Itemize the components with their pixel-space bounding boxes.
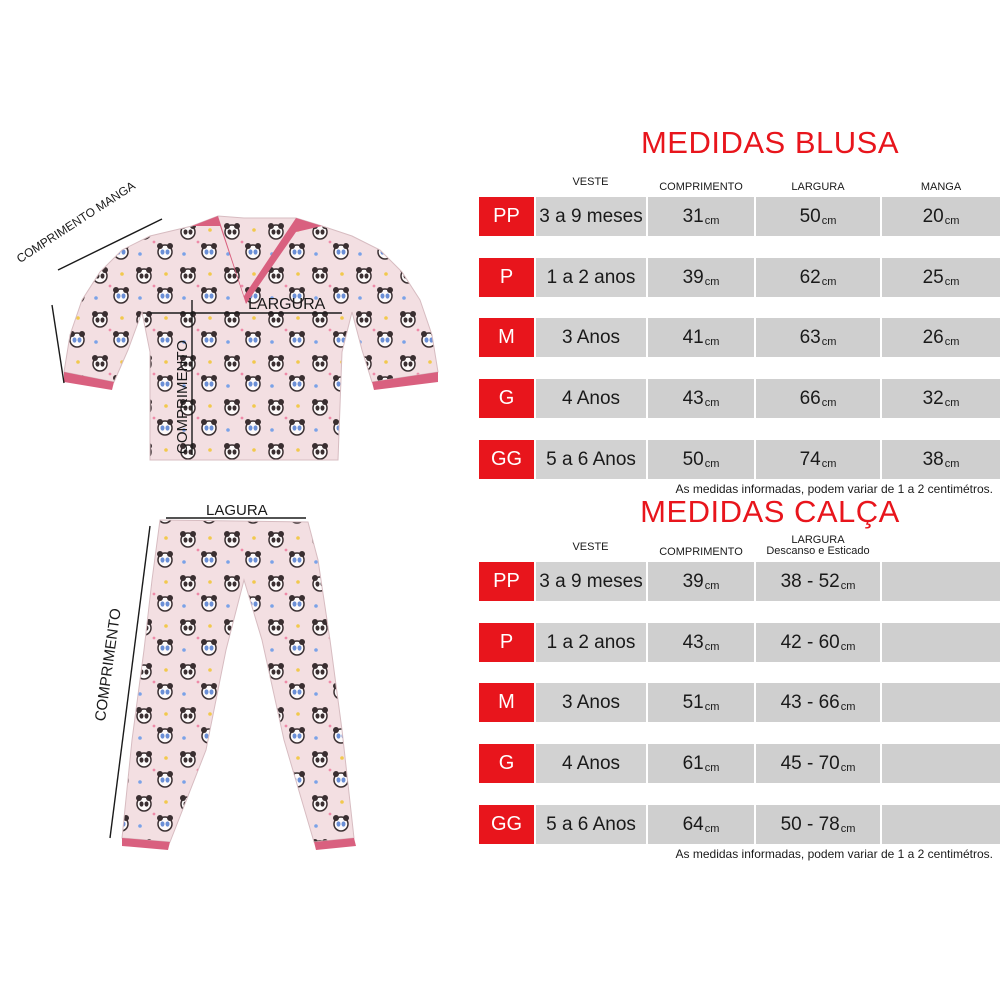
unit: cm xyxy=(840,761,856,774)
value: 43 - 66 xyxy=(780,691,840,713)
table-row xyxy=(479,562,1000,601)
size-badge: G xyxy=(479,744,534,783)
comprimento-cell xyxy=(648,379,754,418)
table-row xyxy=(479,258,1000,297)
calca-header-largura: LARGURA xyxy=(791,534,845,546)
unit: cm xyxy=(704,335,720,348)
garment-diagram xyxy=(0,0,470,1000)
veste-cell: 3 Anos xyxy=(536,683,646,722)
blusa-header-largura: LARGURA xyxy=(791,181,845,193)
value: 39 xyxy=(682,266,704,288)
value: 32 xyxy=(922,387,944,409)
size-badge: G xyxy=(479,379,534,418)
empty-cell xyxy=(882,805,1000,844)
veste-cell: 3 a 9 meses xyxy=(536,197,646,236)
unit: cm xyxy=(840,700,856,713)
value: 31 xyxy=(682,205,704,227)
value: 50 xyxy=(799,205,821,227)
pants-illustration xyxy=(122,520,356,850)
unit: cm xyxy=(704,579,720,592)
size-badge: M xyxy=(479,683,534,722)
manga-cell xyxy=(882,440,1000,479)
value: 26 xyxy=(922,326,944,348)
manga-cell xyxy=(882,258,1000,297)
veste-cell: 1 a 2 anos xyxy=(536,258,646,297)
largura-cell xyxy=(756,683,880,722)
unit: cm xyxy=(704,457,720,470)
calca-header-veste: VESTE xyxy=(572,541,609,553)
shirt-sleeve-label: COMPRIMENTO MANGA xyxy=(14,178,138,266)
veste-cell: 3 Anos xyxy=(536,318,646,357)
comprimento-cell xyxy=(648,258,754,297)
unit: cm xyxy=(821,396,837,409)
value: 38 xyxy=(922,448,944,470)
value: 43 xyxy=(682,631,704,653)
value: 62 xyxy=(799,266,821,288)
empty-cell xyxy=(882,744,1000,783)
comprimento-cell xyxy=(648,683,754,722)
table-row xyxy=(479,683,1000,722)
largura-cell xyxy=(756,623,880,662)
largura-cell xyxy=(756,805,880,844)
value: 45 - 70 xyxy=(780,752,840,774)
value: 20 xyxy=(922,205,944,227)
size-badge: P xyxy=(479,258,534,297)
veste-cell: 3 a 9 meses xyxy=(536,562,646,601)
veste-cell: 4 Anos xyxy=(536,379,646,418)
value: 39 xyxy=(682,570,704,592)
largura-cell xyxy=(756,744,880,783)
unit: cm xyxy=(944,396,960,409)
blusa-header-manga: MANGA xyxy=(920,181,962,193)
calca-note: As medidas informadas, podem variar de 1 a 2 centimétros. xyxy=(675,847,993,861)
value: 42 - 60 xyxy=(780,631,840,653)
size-badge: PP xyxy=(479,562,534,601)
calca-header-largura-sub: Descanso e Esticado xyxy=(766,545,870,557)
table-row xyxy=(479,744,1000,783)
size-badge: M xyxy=(479,318,534,357)
veste-cell: 5 a 6 Anos xyxy=(536,440,646,479)
calca-header-comprimento: COMPRIMENTO xyxy=(659,546,743,558)
table-row xyxy=(479,379,1000,418)
unit: cm xyxy=(704,700,720,713)
comprimento-cell xyxy=(648,318,754,357)
calca-title: MEDIDAS CALÇA xyxy=(640,494,900,529)
empty-cell xyxy=(882,623,1000,662)
size-badge: GG xyxy=(479,440,534,479)
largura-cell xyxy=(756,379,880,418)
largura-cell xyxy=(756,258,880,297)
largura-cell xyxy=(756,562,880,601)
shirt-illustration xyxy=(64,216,438,460)
unit: cm xyxy=(840,579,856,592)
size-badge: P xyxy=(479,623,534,662)
comprimento-cell xyxy=(648,744,754,783)
veste-cell: 1 a 2 anos xyxy=(536,623,646,662)
comprimento-cell xyxy=(648,440,754,479)
shirt-width-label: LARGURA xyxy=(248,296,326,313)
unit: cm xyxy=(840,822,856,835)
comprimento-cell xyxy=(648,562,754,601)
blusa-note: As medidas informadas, podem variar de 1 a 2 centimétros. xyxy=(675,482,993,496)
unit: cm xyxy=(821,275,837,288)
table-row xyxy=(479,318,1000,357)
value: 41 xyxy=(682,326,704,348)
manga-cell xyxy=(882,379,1000,418)
blusa-header-comprimento: COMPRIMENTO xyxy=(659,181,743,193)
empty-cell xyxy=(882,562,1000,601)
pants-width-label: LAGURA xyxy=(206,502,268,519)
empty-cell xyxy=(882,683,1000,722)
table-row xyxy=(479,440,1000,479)
unit: cm xyxy=(821,335,837,348)
manga-cell xyxy=(882,318,1000,357)
unit: cm xyxy=(944,457,960,470)
unit: cm xyxy=(944,214,960,227)
shirt-length-label: COMPRIMENTO xyxy=(174,340,191,454)
blusa-header-veste: VESTE xyxy=(572,176,609,188)
value: 51 xyxy=(682,691,704,713)
value: 50 xyxy=(682,448,704,470)
size-badge: PP xyxy=(479,197,534,236)
value: 38 - 52 xyxy=(780,570,840,592)
value: 61 xyxy=(682,752,704,774)
value: 63 xyxy=(799,326,821,348)
largura-cell xyxy=(756,440,880,479)
comprimento-cell xyxy=(648,623,754,662)
unit: cm xyxy=(704,822,720,835)
blusa-title: MEDIDAS BLUSA xyxy=(640,125,899,160)
table-row xyxy=(479,623,1000,662)
unit: cm xyxy=(704,275,720,288)
largura-cell xyxy=(756,318,880,357)
unit: cm xyxy=(704,396,720,409)
value: 64 xyxy=(682,813,704,835)
table-row xyxy=(479,197,1000,236)
unit: cm xyxy=(821,457,837,470)
value: 50 - 78 xyxy=(780,813,840,835)
largura-cell xyxy=(756,197,880,236)
comprimento-cell xyxy=(648,805,754,844)
unit: cm xyxy=(944,275,960,288)
size-badge: GG xyxy=(479,805,534,844)
unit: cm xyxy=(821,214,837,227)
pants-length-label: COMPRIMENTO xyxy=(92,607,125,723)
veste-cell: 5 a 6 Anos xyxy=(536,805,646,844)
unit: cm xyxy=(840,640,856,653)
table-row xyxy=(479,805,1000,844)
veste-cell: 4 Anos xyxy=(536,744,646,783)
value: 43 xyxy=(682,387,704,409)
value: 66 xyxy=(799,387,821,409)
unit: cm xyxy=(704,214,720,227)
unit: cm xyxy=(704,640,720,653)
value: 25 xyxy=(922,266,944,288)
manga-cell xyxy=(882,197,1000,236)
unit: cm xyxy=(944,335,960,348)
value: 74 xyxy=(799,448,821,470)
unit: cm xyxy=(704,761,720,774)
comprimento-cell xyxy=(648,197,754,236)
